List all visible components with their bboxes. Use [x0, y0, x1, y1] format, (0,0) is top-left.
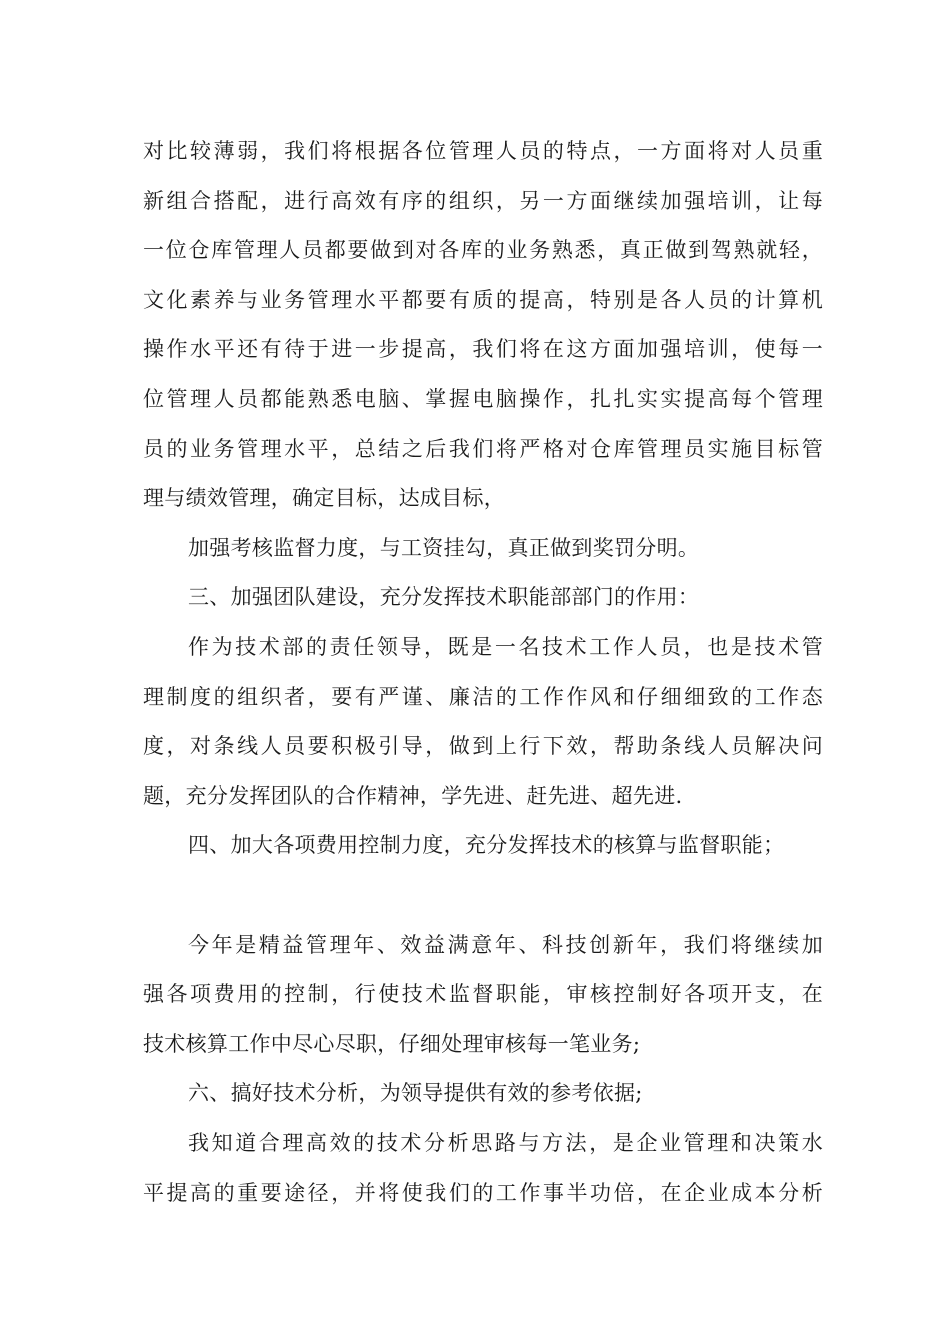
body-text-line: 今年是精益管理年、效益满意年、科技创新年，我们将继续加: [188, 933, 823, 957]
body-text-line: 文化素养与业务管理水平都要有质的提高，特别是各人员的计算机: [143, 288, 823, 312]
body-text-line: 题，充分发挥团队的合作精神，学先进、赶先进、超先进.: [143, 784, 683, 808]
body-text-line: 位管理人员都能熟悉电脑、掌握电脑操作，扎扎实实提高每个管理: [143, 387, 823, 411]
body-text-line: 技术核算工作中尽心尽职，仔细处理审核每一笔业务;: [143, 1032, 641, 1056]
body-text-line: 理与绩效管理，确定目标，达成目标，: [143, 486, 506, 510]
body-text-line: 一位仓库管理人员都要做到对各库的业务熟悉，真正做到驾熟就轻，: [143, 238, 823, 262]
section-heading: 三、加强团队建设，充分发挥技术职能部部门的作用：: [188, 585, 700, 609]
body-text-line: 我知道合理高效的技术分析思路与方法，是企业管理和决策水: [188, 1131, 823, 1155]
body-text-line: 作为技术部的责任领导，既是一名技术工作人员，也是技术管: [188, 635, 823, 659]
body-text-line: 加强考核监督力度，与工资挂勾，真正做到奖罚分明。: [188, 536, 700, 560]
body-text-line: 对比较薄弱，我们将根据各位管理人员的特点，一方面将对人员重: [143, 139, 823, 163]
body-text-line: 新组合搭配，进行高效有序的组织，另一方面继续加强培训，让每: [143, 189, 823, 213]
section-heading: 四、加大各项费用控制力度，充分发挥技术的核算与监督职能；: [188, 833, 785, 857]
body-text-line: 强各项费用的控制，行使技术监督职能，审核控制好各项开支，在: [143, 982, 823, 1006]
body-text-line: 度，对条线人员要积极引导，做到上行下效，帮助条线人员解决问: [143, 734, 823, 758]
section-heading: 六、搞好技术分析，为领导提供有效的参考依据;: [188, 1081, 643, 1105]
body-text-line: 操作水平还有待于进一步提高，我们将在这方面加强培训，使每一: [143, 337, 823, 361]
body-text-line: 员的业务管理水平，总结之后我们将严格对仓库管理员实施目标管: [143, 437, 823, 461]
body-text-line: 理制度的组织者，要有严谨、廉洁的工作作风和仔细细致的工作态: [143, 685, 823, 709]
body-text-line: 平提高的重要途径，并将使我们的工作事半功倍，在企业成本分析: [143, 1181, 823, 1205]
